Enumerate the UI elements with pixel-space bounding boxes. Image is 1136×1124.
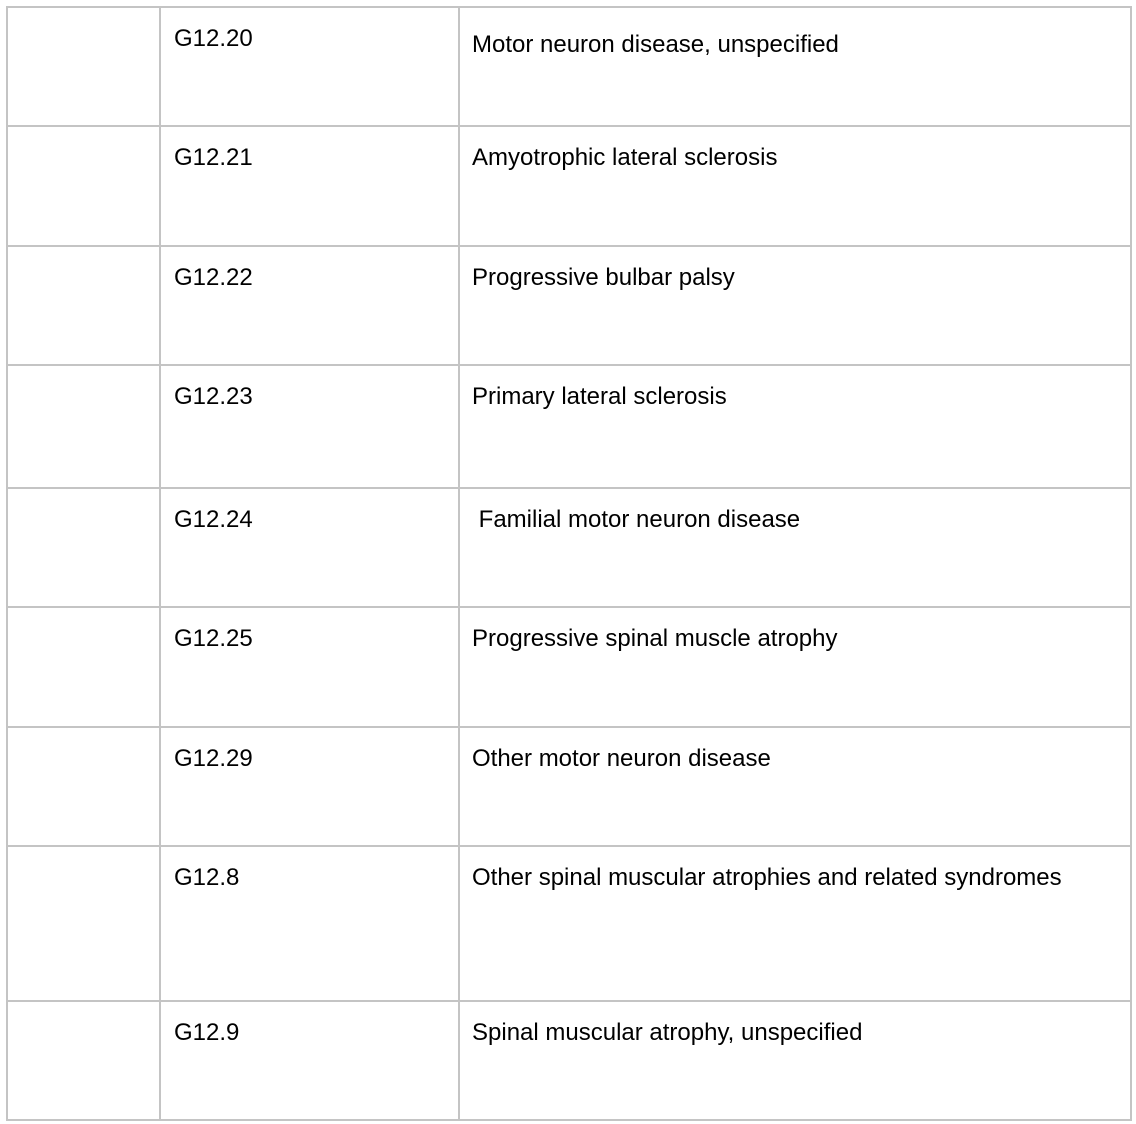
table-row — [7, 846, 1131, 1001]
blank-cell — [7, 246, 160, 365]
table-row — [7, 1001, 1131, 1120]
table-row — [7, 7, 1131, 126]
blank-cell — [7, 7, 160, 126]
blank-cell — [7, 846, 160, 1001]
description-cell: Primary lateral sclerosis — [459, 365, 1131, 488]
code-cell: G12.21 — [160, 126, 459, 246]
code-cell: G12.23 — [160, 365, 459, 488]
code-cell: G12.22 — [160, 246, 459, 365]
table-row — [7, 246, 1131, 365]
code-cell: G12.29 — [160, 727, 459, 846]
code-cell: G12.25 — [160, 607, 459, 727]
description-cell: Progressive bulbar palsy — [459, 246, 1131, 365]
code-cell: G12.20 — [160, 7, 459, 126]
blank-cell — [7, 607, 160, 727]
table-row — [7, 488, 1131, 607]
code-cell: G12.9 — [160, 1001, 459, 1120]
table-row — [7, 126, 1131, 246]
table-row — [7, 727, 1131, 846]
description-cell: Other spinal muscular atrophies and related syndromes — [459, 846, 1131, 1001]
description-cell: Familial motor neuron disease — [459, 488, 1131, 607]
blank-cell — [7, 365, 160, 488]
table-row — [7, 365, 1131, 488]
table-row — [7, 607, 1131, 727]
description-cell: Motor neuron disease, unspecified — [459, 7, 1131, 126]
code-cell: G12.24 — [160, 488, 459, 607]
blank-cell — [7, 1001, 160, 1120]
description-cell: Amyotrophic lateral sclerosis — [459, 126, 1131, 246]
description-cell: Spinal muscular atrophy, unspecified — [459, 1001, 1131, 1120]
blank-cell — [7, 488, 160, 607]
blank-cell — [7, 126, 160, 246]
code-cell: G12.8 — [160, 846, 459, 1001]
blank-cell — [7, 727, 160, 846]
description-cell: Other motor neuron disease — [459, 727, 1131, 846]
icd-code-table — [6, 6, 1132, 1121]
description-cell: Progressive spinal muscle atrophy — [459, 607, 1131, 727]
